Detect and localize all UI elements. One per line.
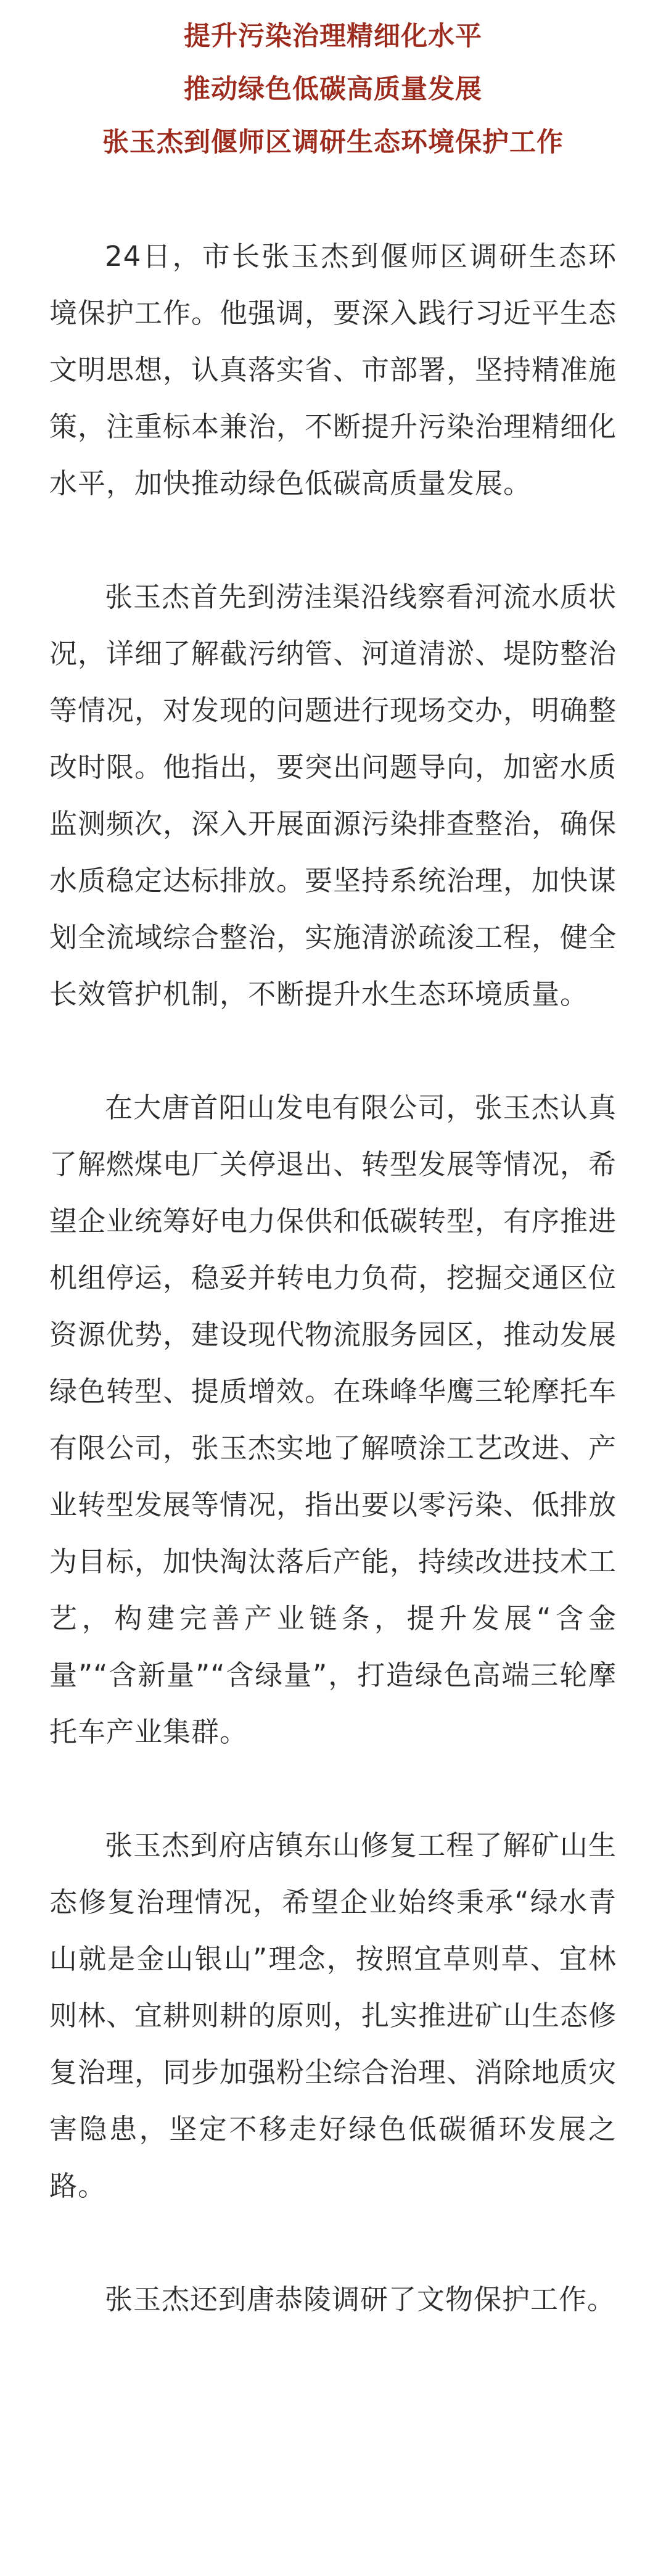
paragraph-2: 张玉杰首先到涝洼渠沿线察看河流水质状况，详细了解截污纳管、河道清淤、堤防整治等情况，对发现的问题进行现场交办，明确整改时限。他指出，要突出问题导向，加密水质监测频次，深入开展面源污染排查整治，确保水质稳定达标排放。要坚持系统治理，加快谋划全流域综合整治，实施清淤疏浚工程，健全长效管护机制，不断提升水生态环境质量。 xyxy=(49,580,617,1010)
article-headline xyxy=(0,10,666,169)
article-body xyxy=(49,228,617,2328)
headline-line-1: 提升污染治理精细化水平 xyxy=(184,21,482,52)
headline-line-2: 推动绿色低碳高质量发展 xyxy=(184,74,482,105)
paragraph-3: 在大唐首阳山发电有限公司，张玉杰认真了解燃煤电厂关停退出、转型发展等情况，希望企业统筹好电力保供和低碳转型，有序推进机组停运，稳妥并转电力负荷，挖掘交通区位资源优势，建设现代物流服务园区，推动发展绿色转型、提质增效。在珠峰华鹰三轮摩托车有限公司，张玉杰实地了解喷涂工艺改进、产业转型发展等情况，指出要以零污染、低排放为目标，加快淘汰落后产能，持续改进技术工艺，构建完善产业链条，提升发展“含金量”“含新量”“含绿量”，打造绿色高端三轮摩托车产业集群。 xyxy=(49,1091,617,1748)
paragraph-4: 张玉杰到府店镇东山修复工程了解矿山生态修复治理情况，希望企业始终秉承“绿水青山就是金山银山”理念，按照宜草则草、宜林则林、宜耕则耕的原则，扎实推进矿山生态修复治理，同步加强粉尘综合治理、消除地质灾害隐患，坚定不移走好绿色低碳循环发展之路。 xyxy=(49,1829,617,2202)
paragraph-1: 24日，市长张玉杰到偃师区调研生态环境保护工作。他强调，要深入践行习近平生态文明思想，认真落实省、市部署，坚持精准施策，注重标本兼治，不断提升污染治理精细化水平，加快推动绿色低碳高质量发展。 xyxy=(49,240,617,500)
paragraph-5: 张玉杰还到唐恭陵调研了文物保护工作。 xyxy=(105,2283,616,2316)
headline-line-3: 张玉杰到偃师区调研生态环境保护工作 xyxy=(102,127,564,158)
